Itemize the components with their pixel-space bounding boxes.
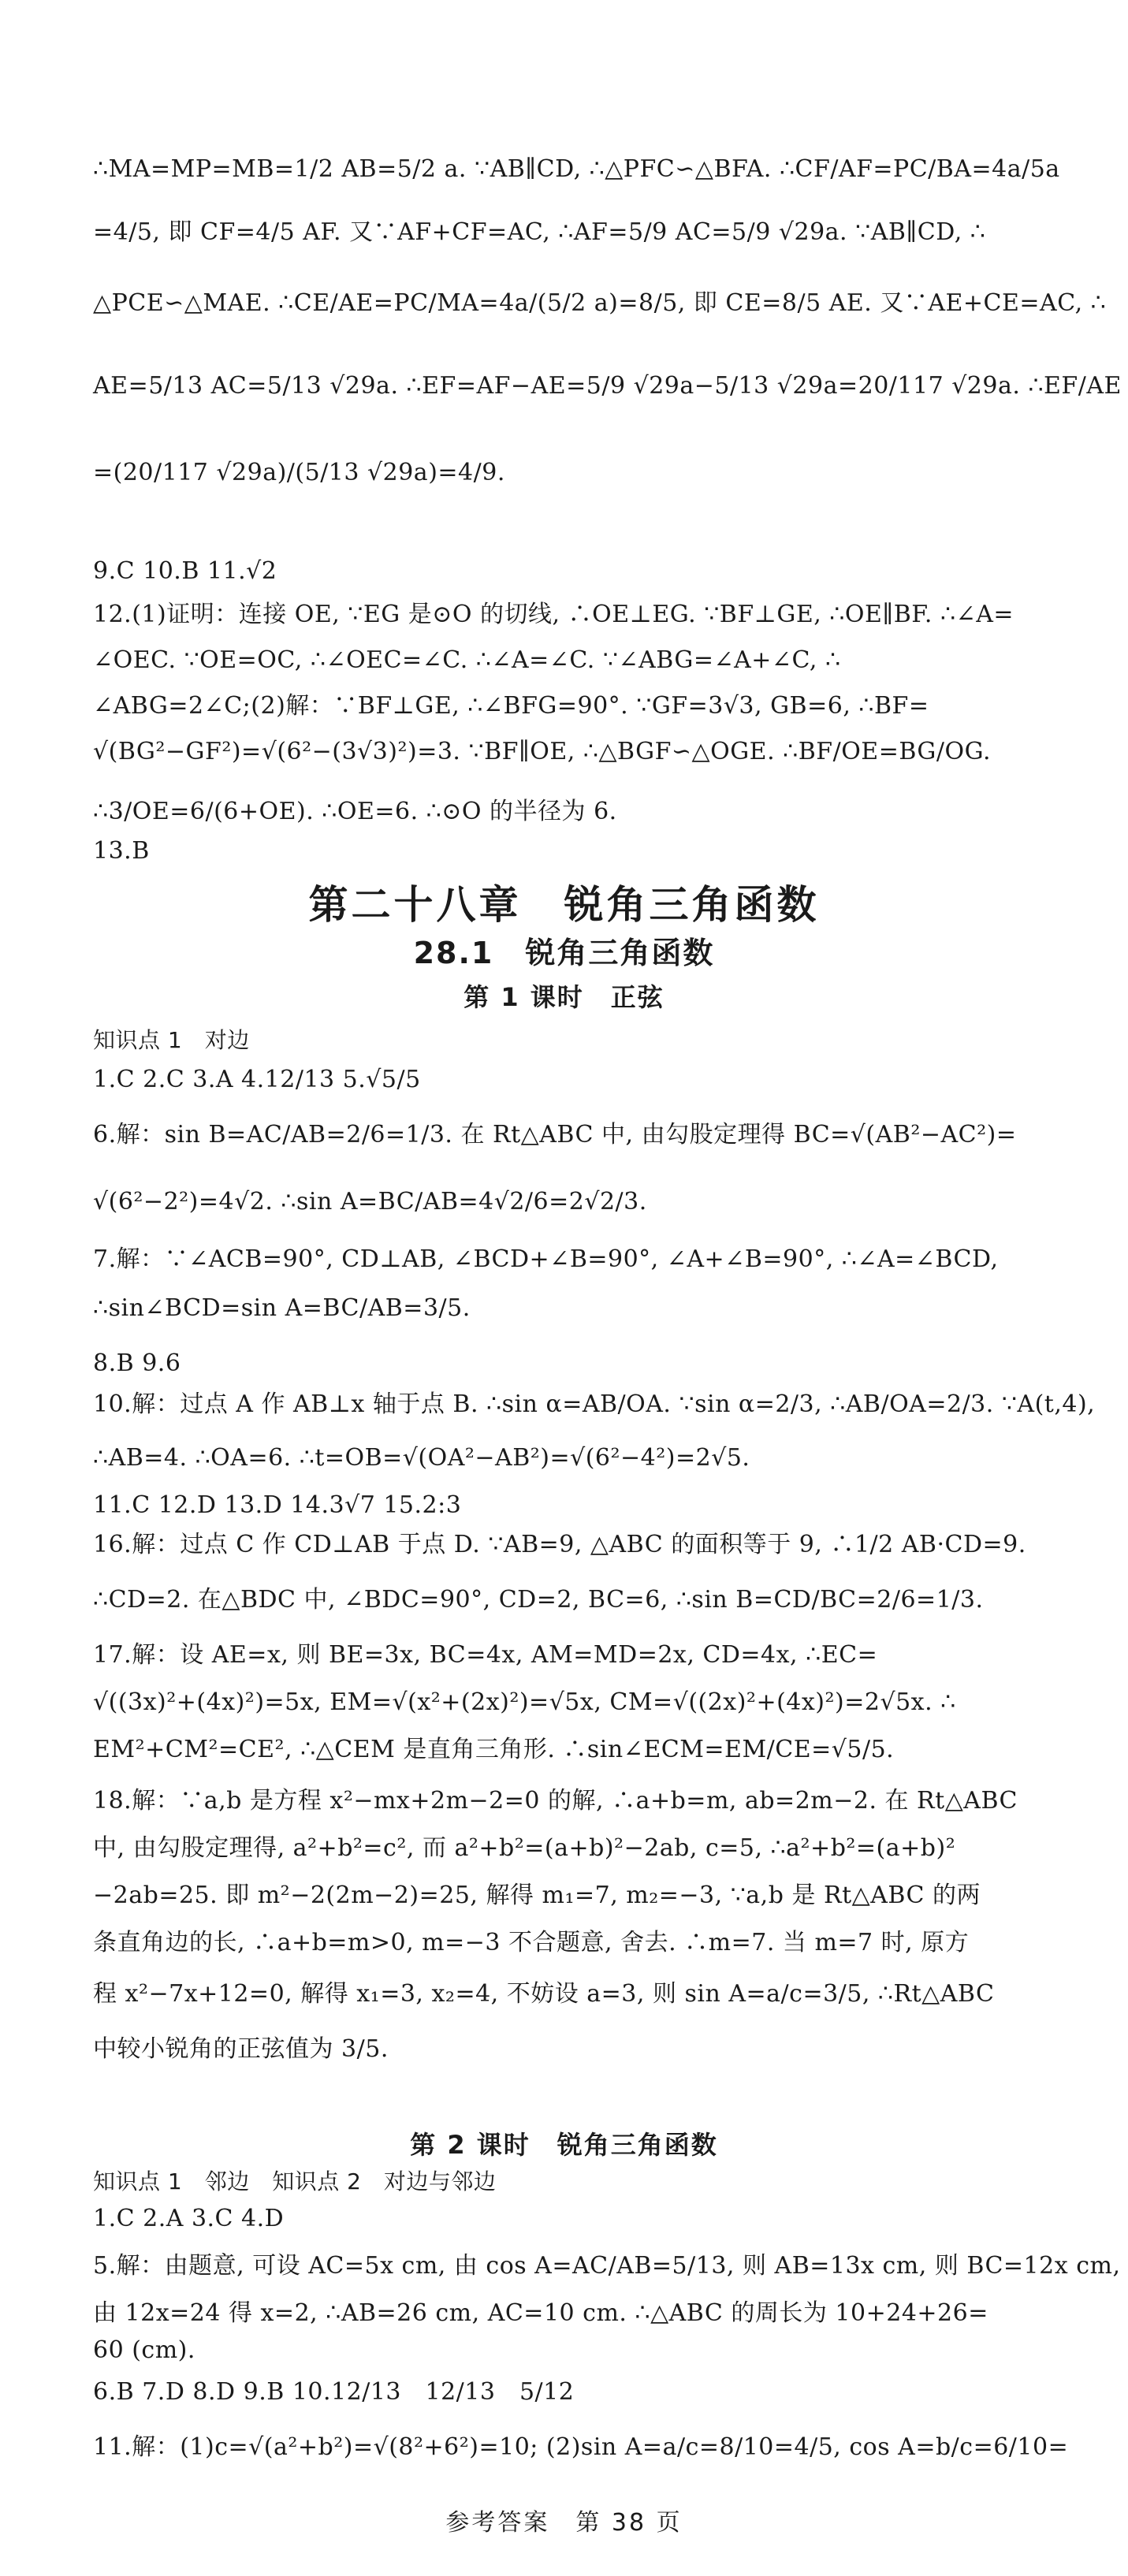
- text-line: =4/5, 即 CF=4/5 AF. 又∵AF+CF=AC, ∴AF=5/9 AC=5/9 √29a. ∵AB∥CD, ∴: [93, 218, 986, 246]
- s1-line: 程 x²−7x+12=0, 解得 x₁=3, x₂=4, 不妨设 a=3, 则 sin A=a/c=3/5, ∴Rt△ABC: [93, 1980, 995, 2008]
- s1-line: 中, 由勾股定理得, a²+b²=c², 而 a²+b²=(a+b)²−2ab, c=5, ∴a²+b²=(a+b)²: [93, 1834, 956, 1862]
- s1-line: 中较小锐角的正弦值为 3/5.: [93, 2035, 389, 2063]
- s2-line: 1.C 2.A 3.C 4.D: [93, 2205, 285, 2232]
- s1-line: 8.B 9.6: [93, 1349, 181, 1377]
- q12-line: √(BG²−GF²)=√(6²−(3√3)²)=3. ∵BF∥OE, ∴△BGF∽△OGE. ∴BF/OE=BG/OG.: [93, 738, 992, 765]
- q12-line: 12.(1)证明：连接 OE, ∵EG 是⊙O 的切线, ∴OE⊥EG. ∵BF⊥GE, ∴OE∥BF. ∴∠A=: [93, 601, 1014, 628]
- s1-line: 条直角边的长, ∴a+b=m>0, m=−3 不合题意, 舍去. ∴m=7. 当 m=7 时, 原方: [93, 1929, 970, 1956]
- s1-line: 17.解：设 AE=x, 则 BE=3x, BC=4x, AM=MD=2x, CD=4x, ∴EC=: [93, 1641, 878, 1669]
- s1-line: 1.C 2.C 3.A 4.12/13 5.√5/5: [93, 1066, 421, 1093]
- s1-line: 10.解：过点 A 作 AB⊥x 轴于点 B. ∴sin α=AB/OA. ∵sin α=2/3, ∴AB/OA=2/3. ∵A(t,4),: [93, 1390, 1096, 1418]
- s1-line: 6.解：sin B=AC/AB=2/6=1/3. 在 Rt△ABC 中, 由勾股定理得 BC=√(AB²−AC²)=: [93, 1121, 1017, 1148]
- s1-line: 16.解：过点 C 作 CD⊥AB 于点 D. ∵AB=9, △ABC 的面积等于 9, ∴1/2 AB·CD=9.: [93, 1531, 1026, 1558]
- s1-line: −2ab=25. 即 m²−2(2m−2)=25, 解得 m₁=7, m₂=−3, ∵a,b 是 Rt△ABC 的两: [93, 1882, 981, 1909]
- s2-line: 60 (cm).: [93, 2336, 195, 2364]
- s1-line: ∴sin∠BCD=sin A=BC/AB=3/5.: [93, 1294, 471, 1322]
- lesson-title: 第 1 课时 正弦: [463, 982, 665, 1012]
- s1-line: 11.C 12.D 13.D 14.3√7 15.2:3: [93, 1491, 462, 1519]
- knowledge-point: 知识点 1 对边: [93, 1027, 250, 1053]
- s2-line: 11.解：(1)c=√(a²+b²)=√(8²+6²)=10; (2)sin A=a/c=8/10=4/5, cos A=b/c=6/10=: [93, 2433, 1069, 2461]
- text-line: AE=5/13 AC=5/13 √29a. ∴EF=AF−AE=5/9 √29a−5/13 √29a=20/117 √29a. ∴EF/AE: [93, 372, 1122, 400]
- s1-line: EM²+CM²=CE², ∴△CEM 是直角三角形. ∴sin∠ECM=EM/CE=√5/5.: [93, 1736, 895, 1763]
- s2-line: 6.B 7.D 8.D 9.B 10.12/13 12/13 5/12: [93, 2378, 575, 2406]
- section-title: 28.1 锐角三角函数: [413, 936, 715, 970]
- s1-line: √(6²−2²)=4√2. ∴sin A=BC/AB=4√2/6=2√2/3.: [93, 1188, 647, 1215]
- text-line: △PCE∽△MAE. ∴CE/AE=PC/MA=4a/(5/2 a)=8/5, 即 CE=8/5 AE. 又∵AE+CE=AC, ∴: [93, 289, 1107, 317]
- chapter-title: 第二十八章 锐角三角函数: [308, 882, 820, 928]
- q12-line: ∠ABG=2∠C;(2)解：∵BF⊥GE, ∴∠BFG=90°. ∵GF=3√3, GB=6, ∴BF=: [93, 692, 929, 720]
- s1-line: √((3x)²+(4x)²)=5x, EM=√(x²+(2x)²)=√5x, CM=√((2x)²+(4x)²)=2√5x. ∴: [93, 1688, 956, 1716]
- s1-line: 7.解：∵∠ACB=90°, CD⊥AB, ∠BCD+∠B=90°, ∠A+∠B=90°, ∴∠A=∠BCD,: [93, 1245, 999, 1273]
- text-line: ∴MA=MP=MB=1/2 AB=5/2 a. ∵AB∥CD, ∴△PFC∽△BFA. ∴CF/AF=PC/BA=4a/5a: [93, 155, 1060, 183]
- knowledge-point: 知识点 1 邻边 知识点 2 对边与邻边: [93, 2168, 497, 2194]
- lesson-title: 第 2 课时 锐角三角函数: [410, 2130, 718, 2160]
- s1-line: ∴CD=2. 在△BDC 中, ∠BDC=90°, CD=2, BC=6, ∴sin B=CD/BC=2/6=1/3.: [93, 1586, 984, 1614]
- answer-13: 13.B: [93, 837, 150, 865]
- q12-line: ∠OEC. ∵OE=OC, ∴∠OEC=∠C. ∴∠A=∠C. ∵∠ABG=∠A+∠C, ∴: [93, 646, 841, 674]
- s1-line: 18.解：∵a,b 是方程 x²−mx+2m−2=0 的解, ∴a+b=m, ab=2m−2. 在 Rt△ABC: [93, 1787, 1018, 1815]
- page-footer: 参考答案 第 38 页: [445, 2509, 683, 2537]
- s1-line: ∴AB=4. ∴OA=6. ∴t=OB=√(OA²−AB²)=√(6²−4²)=2√5.: [93, 1444, 750, 1472]
- answer-9-11: 9.C 10.B 11.√2: [93, 557, 277, 585]
- s2-line: 5.解：由题意, 可设 AC=5x cm, 由 cos A=AC/AB=5/13, 则 AB=13x cm, 则 BC=12x cm,: [93, 2252, 1121, 2280]
- text-line: =(20/117 √29a)/(5/13 √29a)=4/9.: [93, 459, 505, 486]
- s2-line: 由 12x=24 得 x=2, ∴AB=26 cm, AC=10 cm. ∴△ABC 的周长为 10+24+26=: [93, 2299, 988, 2327]
- q12-line: ∴3/OE=6/(6+OE). ∴OE=6. ∴⊙O 的半径为 6.: [93, 798, 617, 825]
